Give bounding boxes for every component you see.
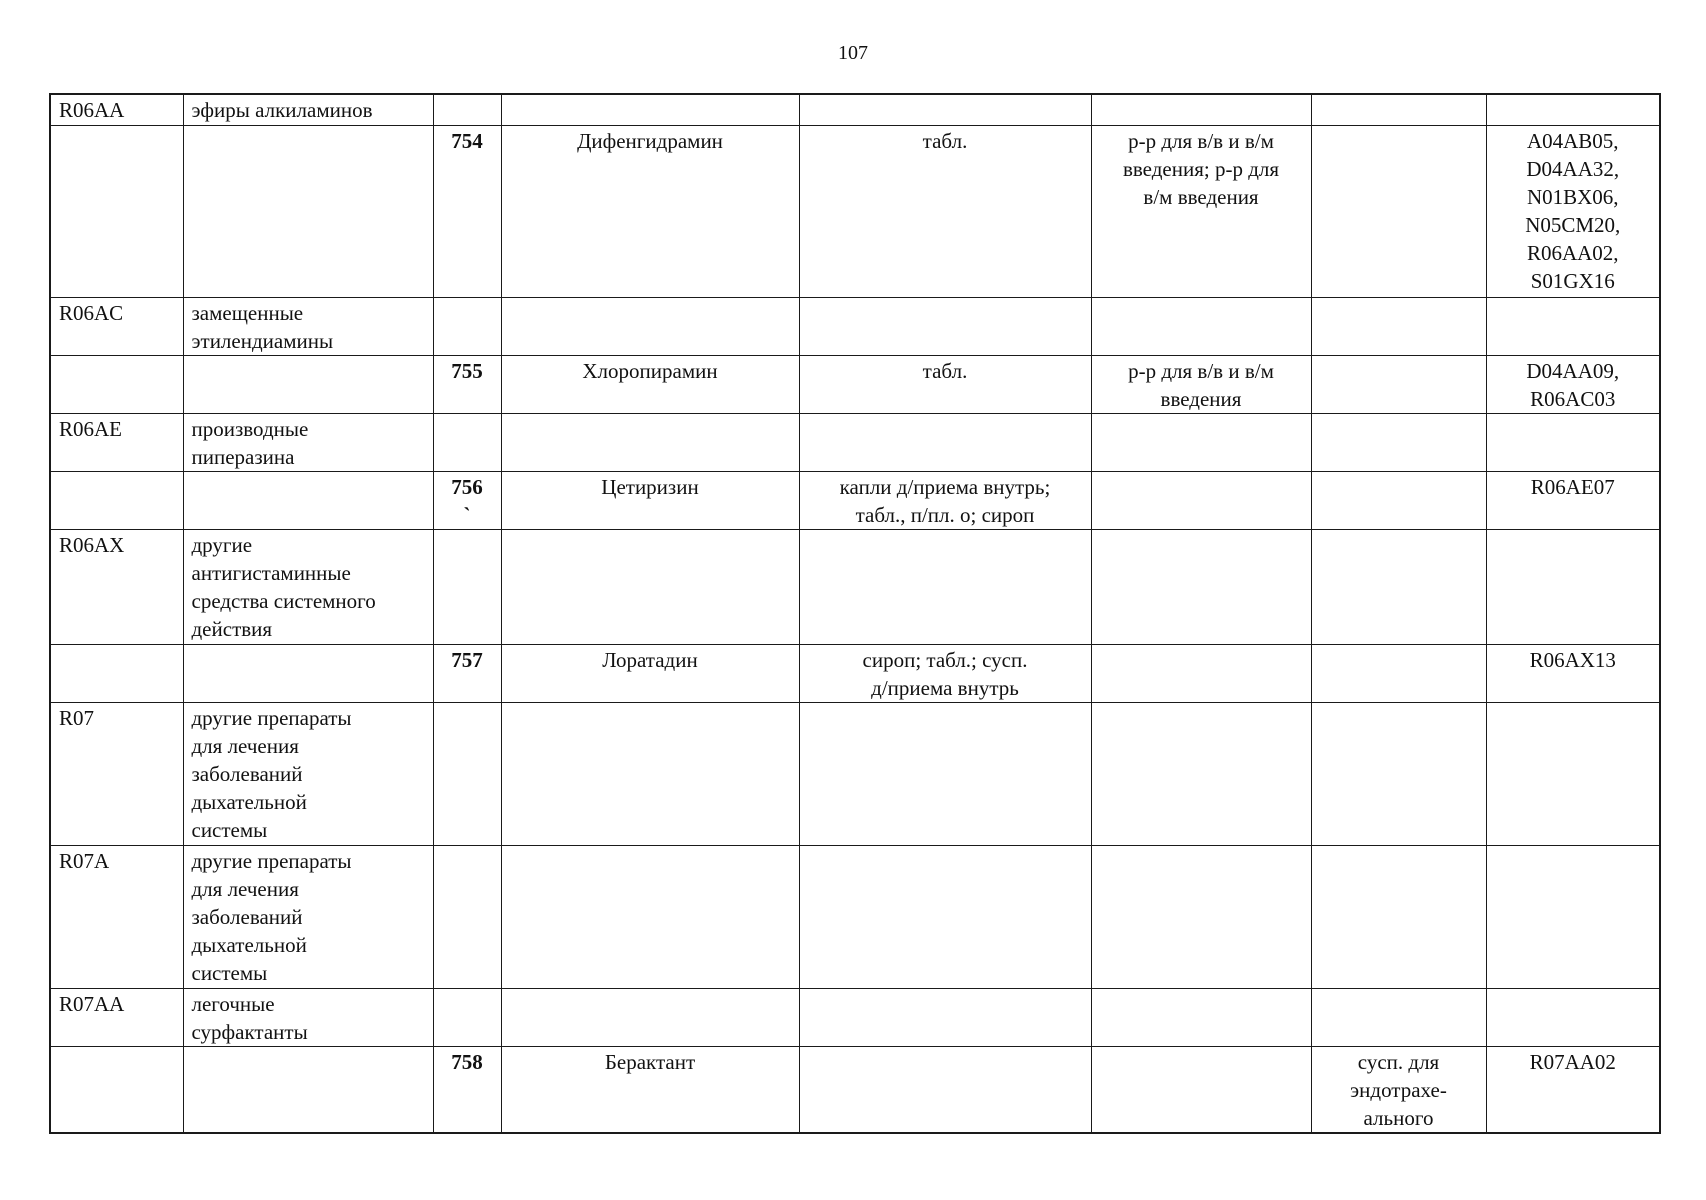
- item-number: 754: [433, 125, 501, 297]
- dosage-form: [799, 94, 1091, 125]
- drug-name: Хлоропирамин: [501, 355, 799, 413]
- atc-codes: R06AX13: [1486, 644, 1660, 702]
- drug-name: Берактант: [501, 1046, 799, 1133]
- drug-table: [49, 93, 1661, 1134]
- drug-name: [501, 297, 799, 355]
- other-form: сусп. для эндотрахе- ального: [1311, 1046, 1486, 1133]
- other-form: [1311, 125, 1486, 297]
- item-number: [433, 529, 501, 644]
- dosage-form: [799, 702, 1091, 845]
- other-form: [1311, 529, 1486, 644]
- table-row: [50, 988, 1660, 1046]
- atc-group-name: [183, 471, 433, 529]
- item-number: [433, 297, 501, 355]
- atc-group-code: [50, 125, 183, 297]
- atc-codes: [1486, 94, 1660, 125]
- other-form: [1311, 702, 1486, 845]
- dosage-form: сироп; табл.; сусп. д/приема внутрь: [799, 644, 1091, 702]
- table-row: [50, 845, 1660, 988]
- atc-group-code: R06AX: [50, 529, 183, 644]
- drug-name: [501, 94, 799, 125]
- atc-group-code: [50, 644, 183, 702]
- dosage-form: [799, 1046, 1091, 1133]
- atc-group-code: [50, 1046, 183, 1133]
- atc-group-name: [183, 125, 433, 297]
- item-number: [433, 988, 501, 1046]
- table-row: [50, 529, 1660, 644]
- other-form: [1311, 94, 1486, 125]
- item-number: 756 `: [433, 471, 501, 529]
- dosage-form: капли д/приема внутрь; табл., п/пл. о; сироп: [799, 471, 1091, 529]
- atc-codes: [1486, 988, 1660, 1046]
- other-form: [1311, 471, 1486, 529]
- atc-codes: R07AA02: [1486, 1046, 1660, 1133]
- injection-form: [1091, 94, 1311, 125]
- other-form: [1311, 644, 1486, 702]
- injection-form: [1091, 297, 1311, 355]
- drug-name: Лоратадин: [501, 644, 799, 702]
- atc-group-name: [183, 355, 433, 413]
- atc-group-code: R07A: [50, 845, 183, 988]
- atc-group-code: R07: [50, 702, 183, 845]
- drug-name: [501, 413, 799, 471]
- dosage-form: [799, 845, 1091, 988]
- atc-codes: [1486, 845, 1660, 988]
- atc-group-name: эфиры алкиламинов: [183, 94, 433, 125]
- item-number: [433, 413, 501, 471]
- other-form: [1311, 297, 1486, 355]
- drug-name: [501, 702, 799, 845]
- drug-name: Цетиризин: [501, 471, 799, 529]
- table-row: [50, 413, 1660, 471]
- injection-form: [1091, 1046, 1311, 1133]
- injection-form: [1091, 471, 1311, 529]
- injection-form: [1091, 845, 1311, 988]
- other-form: [1311, 355, 1486, 413]
- atc-group-code: R06AE: [50, 413, 183, 471]
- drug-name: [501, 845, 799, 988]
- atc-codes: D04AA09, R06AC03: [1486, 355, 1660, 413]
- injection-form: [1091, 529, 1311, 644]
- drug-name: Дифенгидрамин: [501, 125, 799, 297]
- atc-group-name: другие препараты для лечения заболеваний дыхательной системы: [183, 845, 433, 988]
- table-row: [50, 94, 1660, 125]
- atc-group-code: [50, 355, 183, 413]
- atc-codes: [1486, 297, 1660, 355]
- atc-group-name: другие препараты для лечения заболеваний дыхательной системы: [183, 702, 433, 845]
- injection-form: р-р для в/в и в/м введения: [1091, 355, 1311, 413]
- other-form: [1311, 988, 1486, 1046]
- table-row: [50, 702, 1660, 845]
- injection-form: [1091, 413, 1311, 471]
- page-number: 107: [838, 42, 868, 64]
- atc-group-code: R07AA: [50, 988, 183, 1046]
- atc-group-name: [183, 644, 433, 702]
- other-form: [1311, 845, 1486, 988]
- injection-form: [1091, 702, 1311, 845]
- item-number: 755: [433, 355, 501, 413]
- item-number: 758: [433, 1046, 501, 1133]
- item-number: 757: [433, 644, 501, 702]
- atc-group-name: производные пиперазина: [183, 413, 433, 471]
- injection-form: р-р для в/в и в/м введения; р-р для в/м введения: [1091, 125, 1311, 297]
- item-number: [433, 94, 501, 125]
- atc-group-code: R06AA: [50, 94, 183, 125]
- item-number: [433, 845, 501, 988]
- injection-form: [1091, 988, 1311, 1046]
- dosage-form: [799, 413, 1091, 471]
- atc-codes: [1486, 413, 1660, 471]
- table-row: [50, 125, 1660, 297]
- dosage-form: [799, 529, 1091, 644]
- table-row: [50, 355, 1660, 413]
- table-row: [50, 297, 1660, 355]
- atc-codes: [1486, 702, 1660, 845]
- atc-codes: A04AB05, D04AA32, N01BX06, N05CM20, R06AA02, S01GX16: [1486, 125, 1660, 297]
- item-number: [433, 702, 501, 845]
- table-row: [50, 471, 1660, 529]
- table-row: [50, 644, 1660, 702]
- atc-codes: [1486, 529, 1660, 644]
- dosage-form: табл.: [799, 125, 1091, 297]
- atc-group-name: [183, 1046, 433, 1133]
- drug-name: [501, 529, 799, 644]
- atc-group-code: [50, 471, 183, 529]
- drug-name: [501, 988, 799, 1046]
- atc-group-code: R06AC: [50, 297, 183, 355]
- other-form: [1311, 413, 1486, 471]
- dosage-form: [799, 297, 1091, 355]
- atc-codes: R06AE07: [1486, 471, 1660, 529]
- injection-form: [1091, 644, 1311, 702]
- dosage-form: [799, 988, 1091, 1046]
- atc-group-name: замещенные этилендиамины: [183, 297, 433, 355]
- atc-group-name: легочные сурфактанты: [183, 988, 433, 1046]
- table-row: [50, 1046, 1660, 1133]
- atc-group-name: другие антигистаминные средства системного действия: [183, 529, 433, 644]
- dosage-form: табл.: [799, 355, 1091, 413]
